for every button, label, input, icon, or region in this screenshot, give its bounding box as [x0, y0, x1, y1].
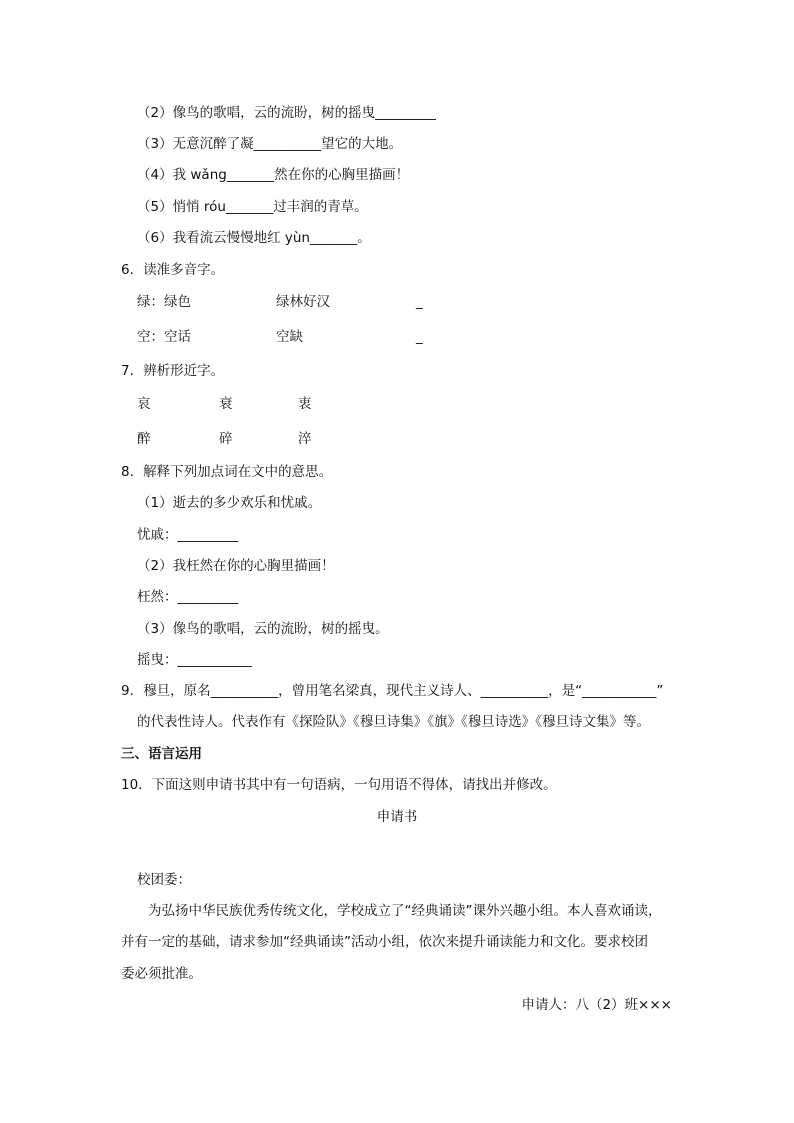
q8-answer-3: 摇曳：___________: [137, 652, 252, 668]
application-body-line-3: 委必须批准。: [121, 966, 202, 982]
application-title: 申请书: [376, 809, 418, 825]
q6-row2-blank: _: [416, 329, 423, 345]
q5-item-3: （3）无意沉醉了凝__________望它的大地。: [137, 136, 403, 152]
q8-answer-1: 忧戚：_________: [137, 527, 239, 543]
q7-char: 衷: [298, 396, 312, 412]
q5-item-5: （5）悄悄 róu_______过丰润的青草。: [137, 199, 368, 215]
q7-char: 衰: [219, 396, 233, 412]
section-3-heading: 三、语言运用: [121, 746, 202, 762]
q6-row2-char: 空：空话: [137, 329, 191, 345]
q7-char: 醉: [137, 431, 151, 447]
q8-sentence-2: （2）我枉然在你的心胸里描画！: [137, 558, 335, 574]
q7-title: 7．辨析形近字。: [121, 363, 225, 379]
q7-char: 碎: [219, 431, 233, 447]
q9-line-2: 的代表性诗人。代表作有《探险队》《穆旦诗集》《旗》《穆旦诗选》《穆旦诗文集》等。: [137, 714, 650, 730]
q7-char: 哀: [137, 396, 151, 412]
q8-sentence-1: （1）逝去的多少欢乐和忧戚。: [137, 495, 322, 511]
q6-title: 6．读准多音字。: [121, 262, 225, 278]
application-salutation: 校团委：: [137, 872, 191, 888]
q7-char: 淬: [298, 431, 312, 447]
q10-title: 10．下面这则申请书其中有一句语病，一句用语不得体，请找出并修改。: [121, 777, 557, 793]
q8-sentence-3: （3）像鸟的歌唱，云的流盼，树的摇曳。: [137, 621, 389, 637]
q6-row1-blank: _: [416, 294, 423, 310]
q5-item-4: （4）我 wǎng_______然在你的心胸里描画！: [137, 167, 410, 183]
q8-answer-2: 枉然：_________: [137, 589, 239, 605]
q6-row2-word: 空缺: [276, 329, 303, 345]
q5-item-6: （6）我看流云慢慢地红 yùn_______。: [137, 230, 371, 246]
application-body-line-2: 并有一定的基础，请求参加“经典诵读”活动小组，依次来提升诵读能力和文化。要求校团: [121, 934, 648, 950]
q6-row1-word: 绿林好汉: [276, 294, 330, 310]
q9-line-1: 9．穆旦，原名__________，曾用笔名梁真，现代主义诗人、__________，是“___________”: [121, 683, 664, 699]
application-signature: 申请人：八（2）班×××: [521, 997, 672, 1013]
application-body-line-1: 为弘扬中华民族优秀传统文化，学校成立了“经典诵读”课外兴趣小组。本人喜欢诵读，: [148, 903, 662, 919]
q8-title: 8．解释下列加点词在文中的意思。: [121, 464, 333, 480]
q5-item-2: （2）像鸟的歌唱，云的流盼，树的摇曳_________: [137, 105, 436, 121]
q6-row1-char: 绿：绿色: [137, 294, 191, 310]
